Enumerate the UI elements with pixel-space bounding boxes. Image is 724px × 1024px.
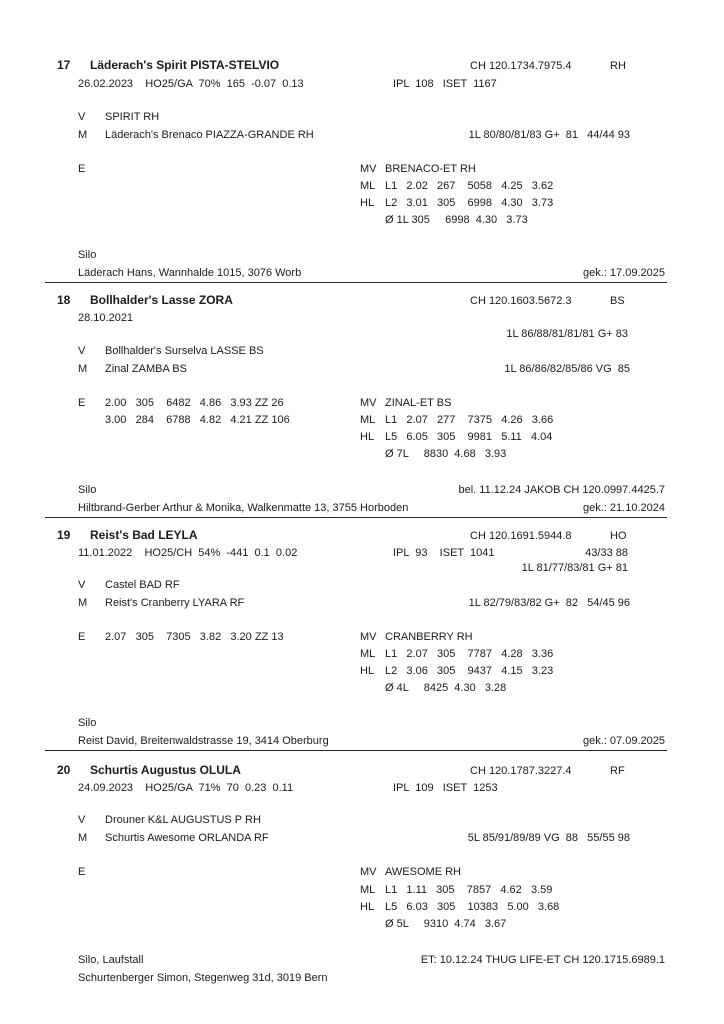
catalog-entry-17: [0, 50, 724, 282]
high-lact-values: L5 6.03 305 10383 5.00 3.68: [385, 901, 560, 913]
dam-name: Schurtis Awesome ORLANDA RF: [105, 832, 269, 844]
avg-lact-values: Ø 7L 8830 4.68 3.93: [385, 448, 507, 460]
ipl-iset-values: IPL 108 ISET 1167: [393, 78, 497, 90]
high-lact-values: L2 3.01 305 6998 4.30 3.73: [385, 197, 554, 209]
avg-lact-values: Ø 4L 8425 4.30 3.28: [385, 682, 507, 694]
milk-lact-values: L1 2.07 277 7375 4.26 3.66: [385, 414, 554, 426]
sire-label: V: [78, 814, 86, 826]
dam-sire-name: ZINAL-ET BS: [385, 397, 452, 409]
entry-number: 19: [57, 528, 71, 542]
avg-lact-values: Ø 1L 305 6998 4.30 3.73: [385, 214, 528, 226]
registration-number: CH 120.1603.5672.3: [470, 295, 572, 307]
dam-name: Reist's Cranberry LYARA RF: [105, 597, 245, 609]
breeding-info: bel. 11.12.24 JAKOB CH 120.0997.4425.7: [458, 484, 665, 496]
dam-sire-label: MV: [360, 631, 377, 643]
sire-label: V: [78, 111, 86, 123]
ipl-iset-values: IPL 93 ISET 1041: [393, 547, 495, 559]
dam-sire-name: CRANBERRY RH: [385, 631, 473, 643]
registration-number: CH 120.1734.7975.4: [470, 60, 572, 72]
feeding-info: Silo: [78, 249, 97, 261]
dam-name: Zinal ZAMBA BS: [105, 363, 187, 375]
animal-name: Läderach's Spirit PISTA-STELVIO: [90, 58, 280, 72]
dam-label: M: [78, 832, 88, 844]
sire-name: Bollhalder's Surselva LASSE BS: [105, 345, 264, 357]
entry-number: 20: [57, 763, 71, 777]
sire-name: SPIRIT RH: [105, 111, 160, 123]
breed-code: BS: [610, 295, 625, 307]
registration-number: CH 120.1691.5944.8: [470, 530, 572, 542]
catalog-entry-18: [0, 282, 724, 517]
ipl-iset-values: IPL 109 ISET 1253: [393, 782, 498, 794]
dam-label: M: [78, 597, 88, 609]
avg-lact-values: Ø 5L 9310 4.74 3.67: [385, 918, 507, 930]
catalog-entry-19: [0, 517, 724, 750]
owner-address: Reist David, Breitenwaldstrasse 19, 3414 Oberburg: [78, 735, 329, 747]
own-lact-line1: 2.07 305 7305 3.82 3.20 ZZ 13: [105, 631, 284, 643]
dam-score: 1L 82/79/83/82 G+ 82 54/45 96: [468, 597, 630, 609]
breed-code: RH: [610, 60, 626, 72]
animal-name: Reist's Bad LEYLA: [90, 528, 198, 542]
own-score-line: 1L 86/88/81/81/81 G+ 83: [506, 328, 628, 340]
exterior-label: E: [78, 163, 86, 175]
catalog-entry-20: [0, 750, 724, 1024]
dam-sire-label: MV: [360, 163, 377, 175]
breed-code: HO: [610, 530, 627, 542]
feeding-info: Silo: [78, 717, 97, 729]
dam-score: 5L 85/91/89/89 VG 88 55/55 98: [467, 832, 630, 844]
birth-genetic-info: 11.01.2022 HO25/CH 54% -441 0.1 0.02: [78, 547, 298, 559]
owner-address: Hiltbrand-Gerber Arthur & Monika, Walkenmatte 13, 3755 Horboden: [78, 502, 409, 514]
feeding-info: Silo: [78, 484, 97, 496]
high-lact-label: HL: [360, 431, 375, 443]
feeding-info: Silo, Laufstall: [78, 954, 144, 966]
sire-label: V: [78, 579, 86, 591]
milk-lact-values: L1 2.02 267 5058 4.25 3.62: [385, 180, 554, 192]
exterior-label: E: [78, 631, 86, 643]
high-lact-label: HL: [360, 665, 375, 677]
birth-genetic-info: 28.10.2021: [78, 312, 134, 324]
breed-code: RF: [610, 765, 625, 777]
dam-sire-name: AWESOME RH: [385, 866, 461, 878]
birth-genetic-info: 24.09.2023 HO25/GA 71% 70 0.23 0.11: [78, 782, 294, 794]
own-lact-line2: 3.00 284 6788 4.82 4.21 ZZ 106: [105, 414, 290, 426]
dam-score: 1L 80/80/81/83 G+ 81 44/44 93: [468, 129, 630, 141]
owner-address: Schurtenberger Simon, Stegenweg 31d, 3019 Bern: [78, 972, 328, 984]
calved-date: gek.: 17.09.2025: [583, 267, 665, 279]
milk-lact-label: ML: [360, 648, 376, 660]
milk-lact-values: L1 2.07 305 7787 4.28 3.36: [385, 648, 554, 660]
sire-name: Castel BAD RF: [105, 579, 180, 591]
sire-label: V: [78, 345, 86, 357]
dam-sire-label: MV: [360, 866, 377, 878]
registration-number: CH 120.1787.3227.4: [470, 765, 572, 777]
high-lact-values: L5 6.05 305 9981 5.11 4.04: [385, 431, 553, 443]
exterior-label: E: [78, 397, 86, 409]
owner-address: Läderach Hans, Wannhalde 1015, 3076 Worb: [78, 267, 302, 279]
high-lact-label: HL: [360, 197, 375, 209]
milk-lact-label: ML: [360, 414, 376, 426]
birth-genetic-info: 26.02.2023 HO25/GA 70% 165 -0.07 0.13: [78, 78, 304, 90]
dam-sire-name: BRENACO-ET RH: [385, 163, 476, 175]
entry-number: 17: [57, 58, 71, 72]
dam-label: M: [78, 363, 88, 375]
dam-score: 1L 86/86/82/85/86 VG 85: [504, 363, 630, 375]
dam-sire-label: MV: [360, 397, 377, 409]
milk-lact-label: ML: [360, 180, 376, 192]
high-lact-label: HL: [360, 901, 375, 913]
own-score-line: 1L 81/77/83/81 G+ 81: [521, 562, 628, 574]
calved-date: gek.: 21.10.2024: [583, 502, 665, 514]
weight-values: 43/33 88: [585, 547, 628, 559]
calved-date: gek.: 07.09.2025: [583, 735, 665, 747]
entry-number: 18: [57, 293, 71, 307]
dam-label: M: [78, 129, 88, 141]
own-lact-line1: 2.00 305 6482 4.86 3.93 ZZ 26: [105, 397, 284, 409]
high-lact-values: L2 3.06 305 9437 4.15 3.23: [385, 665, 554, 677]
dam-name: Läderach's Brenaco PIAZZA-GRANDE RH: [105, 129, 314, 141]
milk-lact-values: L1 1.11 305 7857 4.62 3.59: [385, 884, 553, 896]
milk-lact-label: ML: [360, 884, 376, 896]
animal-name: Schurtis Augustus OLULA: [90, 763, 241, 777]
embryo-transfer-info: ET: 10.12.24 THUG LIFE-ET CH 120.1715.6989.1: [420, 954, 665, 966]
sire-name: Drouner K&L AUGUSTUS P RH: [105, 814, 261, 826]
animal-name: Bollhalder's Lasse ZORA: [90, 293, 233, 307]
exterior-label: E: [78, 866, 86, 878]
